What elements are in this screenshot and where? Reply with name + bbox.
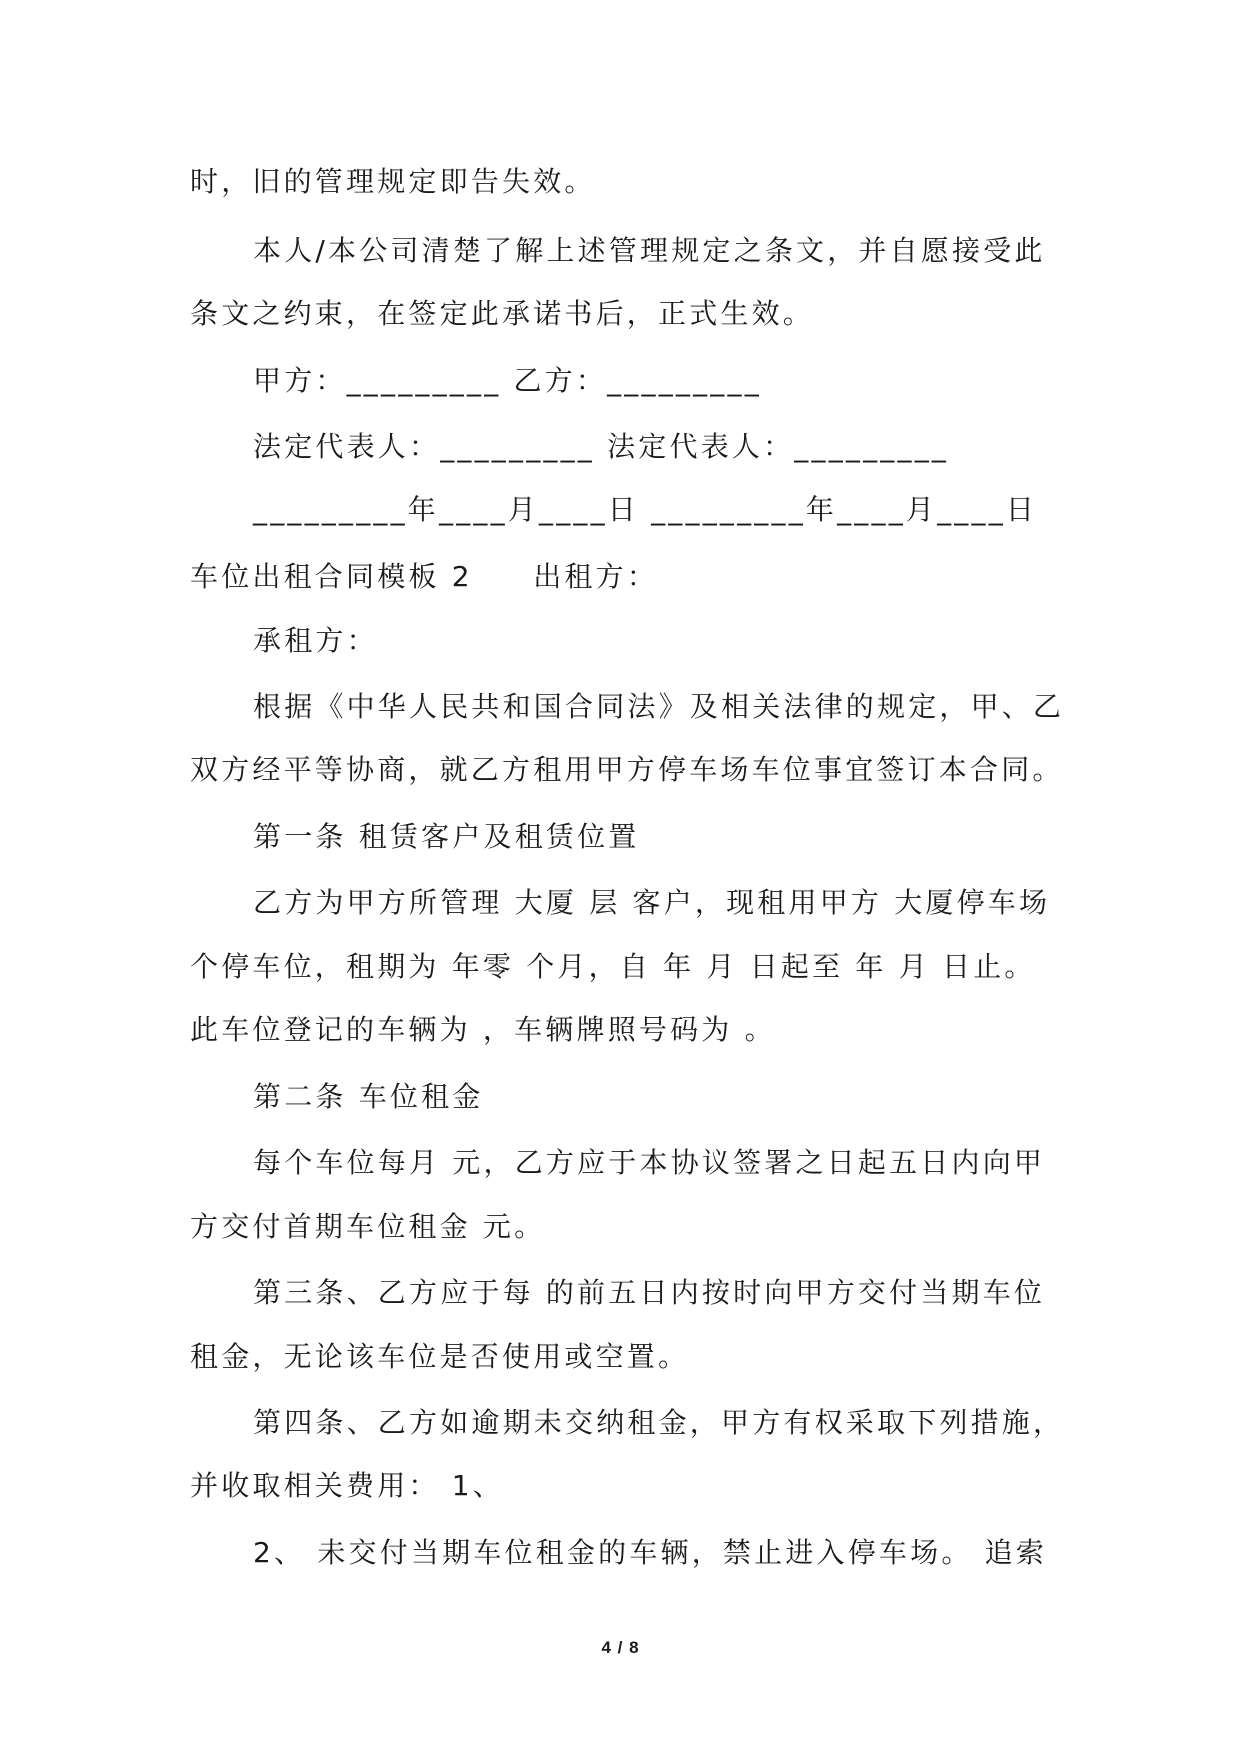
text-line: 2、 未交付当期车位租金的车辆，禁止进入停车场。 追索 xyxy=(253,1536,1048,1569)
text-line: 第四条、乙方如逾期未交纳租金，甲方有权采取下列措施， xyxy=(253,1406,1065,1439)
text-line: 条文之约束，在签定此承诺书后，正式生效。 xyxy=(190,297,815,330)
text-line: 方交付首期车位租金 元。 xyxy=(190,1210,546,1243)
text-line: 承租方： xyxy=(253,624,378,657)
text-line: 乙方为甲方所管理 大厦 层 客户，现租用甲方 大厦停车场 xyxy=(253,886,1051,919)
article-heading: 第一条 租赁客户及租赁位置 xyxy=(253,820,640,853)
signature-line-dates: _________年____月____日 _________年____月____日 xyxy=(253,493,1038,526)
signature-line-representatives: 法定代表人：_________ 法定代表人：_________ xyxy=(253,430,950,463)
text-line: 此车位登记的车辆为 ，车辆牌照号码为 。 xyxy=(190,1013,776,1046)
signature-line-parties: 甲方：_________ 乙方：_________ xyxy=(253,364,762,397)
section-title: 车位出租合同模板 2 出租方： xyxy=(190,560,659,593)
text-line: 本人/本公司清楚了解上述管理规定之条文，并自愿接受此 xyxy=(253,234,1046,267)
text-line: 每个车位每月 元，乙方应于本协议签署之日起五日内向甲 xyxy=(253,1146,1046,1179)
text-line: 双方经平等协商，就乙方租用甲方停车场车位事宜签订本合同。 xyxy=(190,753,1064,786)
text-line: 个停车位，租期为 年零 个月，自 年 月 日起至 年 月 日止。 xyxy=(190,950,1036,983)
article-heading: 第二条 车位租金 xyxy=(253,1080,484,1113)
text-line: 根据《中华人民共和国合同法》及相关法律的规定，甲、乙 xyxy=(253,690,1065,723)
text-line: 时，旧的管理规定即告失效。 xyxy=(190,165,596,198)
text-line: 第三条、乙方应于每 的前五日内按时向甲方交付当期车位 xyxy=(253,1276,1046,1309)
page-number: 4 / 8 xyxy=(601,1638,640,1657)
text-line: 租金，无论该车位是否使用或空置。 xyxy=(190,1340,690,1373)
text-line: 并收取相关费用： 1、 xyxy=(190,1469,504,1502)
